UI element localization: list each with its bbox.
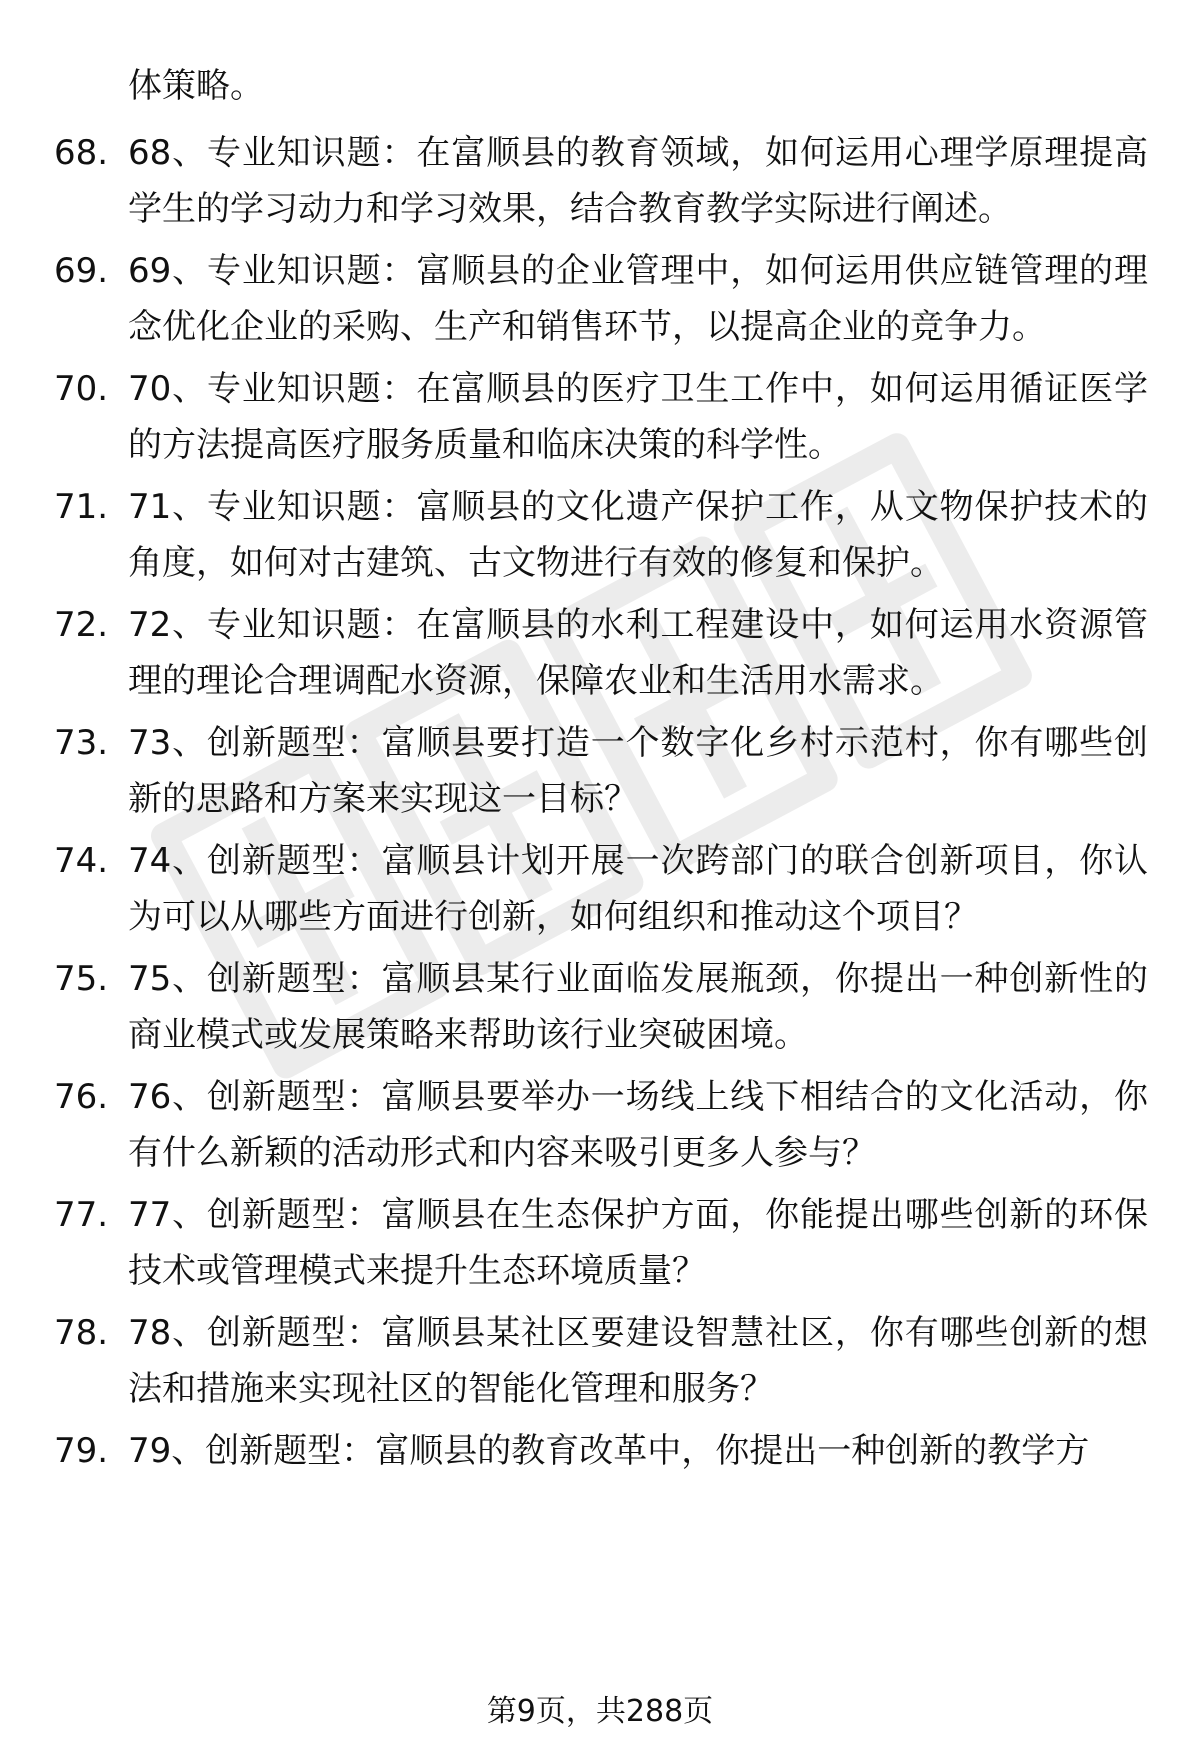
item-text: 79、创新题型：富顺县的教育改革中，你提出一种创新的教学方 xyxy=(128,1431,1090,1471)
continuation-text: 体策略。 xyxy=(128,66,264,106)
item-text: 76、创新题型：富顺县要举办一场线上线下相结合的文化活动，你有什么新颖的活动形式和内容来吸引更多人参与？ xyxy=(128,1077,1148,1173)
item-number: 70. xyxy=(54,369,109,409)
page-footer: 第9页，共288页 xyxy=(486,1694,714,1729)
item-text: 72、专业知识题：在富顺县的水利工程建设中，如何运用水资源管理的理论合理调配水资源，保障农业和生活用水需求。 xyxy=(128,605,1148,701)
item-number: 77. xyxy=(54,1195,109,1235)
item-number: 76. xyxy=(54,1077,109,1117)
item-number: 72. xyxy=(54,605,109,645)
item-text: 73、创新题型：富顺县要打造一个数字化乡村示范村，你有哪些创新的思路和方案来实现这一目标？ xyxy=(128,723,1148,819)
item-number: 73. xyxy=(54,723,109,763)
item-number: 79. xyxy=(54,1431,109,1471)
item-text: 75、创新题型：富顺县某行业面临发展瓶颈，你提出一种创新性的商业模式或发展策略来帮助该行业突破困境。 xyxy=(128,959,1148,1055)
item-text: 77、创新题型：富顺县在生态保护方面，你能提出哪些创新的环保技术或管理模式来提升生态环境质量？ xyxy=(128,1195,1148,1291)
item-number: 68. xyxy=(54,133,109,173)
item-number: 78. xyxy=(54,1313,109,1353)
item-text: 78、创新题型：富顺县某社区要建设智慧社区，你有哪些创新的想法和措施来实现社区的智能化管理和服务？ xyxy=(128,1313,1148,1409)
item-text: 71、专业知识题：富顺县的文化遗产保护工作，从文物保护技术的角度，如何对古建筑、古文物进行有效的修复和保护。 xyxy=(128,487,1148,583)
item-text: 68、专业知识题：在富顺县的教育领域，如何运用心理学原理提高学生的学习动力和学习效果，结合教育教学实际进行阐述。 xyxy=(128,133,1148,229)
item-number: 75. xyxy=(54,959,109,999)
item-number: 74. xyxy=(54,841,109,881)
item-text: 69、专业知识题：富顺县的企业管理中，如何运用供应链管理的理念优化企业的采购、生产和销售环节，以提高企业的竞争力。 xyxy=(128,251,1148,347)
item-number: 69. xyxy=(54,251,109,291)
item-text: 70、专业知识题：在富顺县的医疗卫生工作中，如何运用循证医学的方法提高医疗服务质量和临床决策的科学性。 xyxy=(128,369,1148,465)
item-text: 74、创新题型：富顺县计划开展一次跨部门的联合创新项目，你认为可以从哪些方面进行创新，如何组织和推动这个项目？ xyxy=(128,841,1148,937)
item-number: 71. xyxy=(54,487,109,527)
